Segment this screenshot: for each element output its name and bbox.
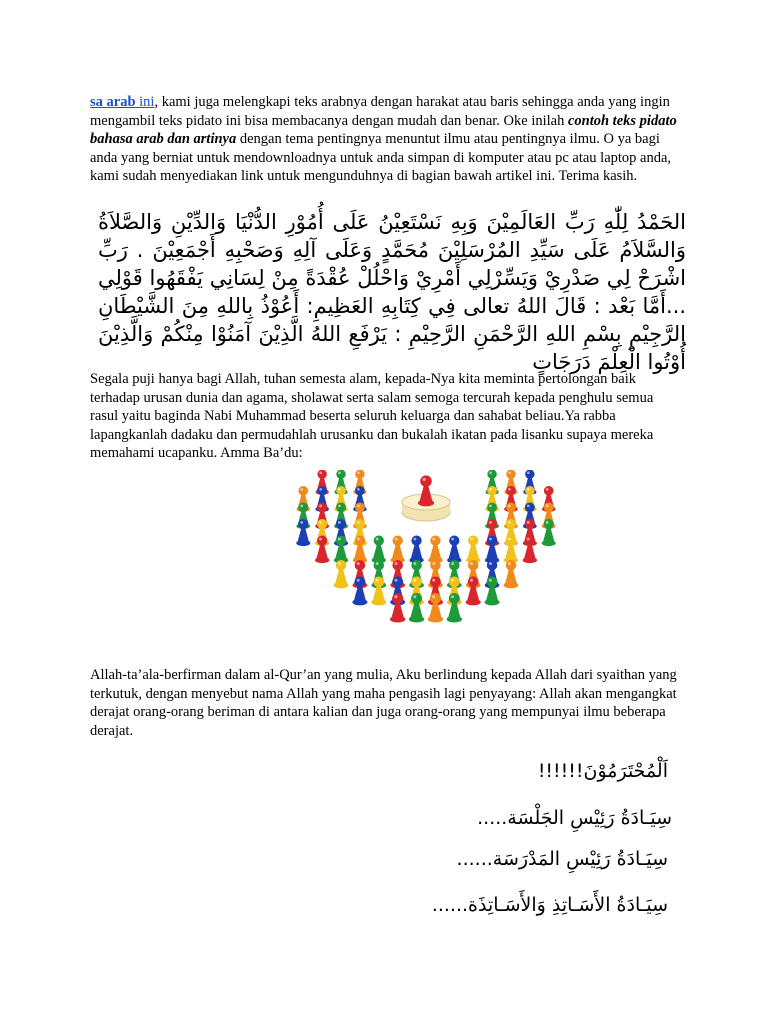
quran-meaning-paragraph: Allah-ta’ala-berfirman dalam al-Qur’an yang mulia, Aku berlindung kepada Allah dari syaithan yang terkutuk, dengan menyebut nama Allah yang maha pengasih lagi penyayang: Allah akan mengangkat derajat orang-orang beriman di antara kalian dan juga orang-orang yang mempunyai ilmu beberapa derajat. xyxy=(90,667,677,739)
pawn xyxy=(447,535,461,563)
pawn xyxy=(334,560,349,588)
pawn xyxy=(485,535,499,563)
pawn xyxy=(466,576,481,605)
pawn xyxy=(296,519,310,546)
pawns-heart-illustration xyxy=(276,470,576,640)
pawn xyxy=(390,535,404,563)
pawn xyxy=(485,576,500,605)
translation-paragraph: Segala puji hanya bagi Allah, tuhan semesta alam, kepada-Nya kita meminta pertolongan baik terhadap urusan dunia dan agama, sholawat serta salam semoga tercurah kepada penghulu semua rasul yaitu baginda Nabi Muhammad beserta seluruh keluarga dan sahabat beliau.Ya rabba lapangkanlah dadaku dan permudahlah urusanku dan bukalah ikatan pada lisanku supaya mereka memahami ucapanku. Amma Ba’du: xyxy=(90,371,654,461)
pawn xyxy=(390,593,405,623)
pawn xyxy=(447,593,462,623)
intro-text-2: dengan tema pentingnya menuntut ilmu atau pentingnya ilmu. O ya bagi anda yang berniat untuk mendownloadnya untuk anda simpan di komputer atau pc atau laptop anda, kami sudah menyediakan link untuk mengunduhnya di bagian bawah artikel ini. Terima kasih. xyxy=(90,131,672,184)
greeting-teachers: سِيَـادَةُ الأَسَـاتِذِ وَالأَسَـاتِذَة...... xyxy=(431,894,668,916)
pawn xyxy=(466,535,480,563)
greeting-honored: اَلْمُحْتَرَمُوْنَ!!!!!! xyxy=(537,760,668,782)
link-tail[interactable]: ini xyxy=(135,94,155,110)
pawn xyxy=(409,593,424,623)
greeting-chairman: سِيَـادَةُ رَئِيْسِ الجَلْسَة..... xyxy=(477,807,672,829)
article-link[interactable] xyxy=(90,94,154,110)
pawn xyxy=(352,576,367,605)
pawn xyxy=(542,519,556,546)
pawn xyxy=(504,535,518,563)
pawn xyxy=(428,535,442,563)
pawn xyxy=(372,535,386,563)
greeting-principal: سِيَـادَةُ رَئِيْسِ المَدْرَسَة...... xyxy=(456,848,668,870)
pawn xyxy=(504,560,519,588)
pawn xyxy=(315,535,329,563)
pawn xyxy=(334,535,348,563)
intro-text-1: , kami juga melengkapi teks arabnya dengan harakat atau baris sehingga anda yang ingin mengambil teks pidato ini bisa membacanya dengan mudah dan benar. Oke inilah xyxy=(90,94,670,129)
link-text[interactable]: sa arab xyxy=(90,94,136,110)
pawn xyxy=(523,535,537,563)
pawns-heart-image xyxy=(276,470,576,640)
arabic-opening: الحَمْدُ لِلّٰهِ رَبِّ العَالَمِيْنَ وَبِهِ نَسْتَعِيْنُ عَلَى أُمُوْرِ الدُّنْيَا وَالدِّيْنِ وَالصَّلاَةُ وَالسَّلاَمُ عَلَى سَيِّدِ المُرْسَلِيْنَ مُحَمَّدٍ وَعَلَى آلِهِ وَصَحْبِهِ أَجْمَعِيْنَ . رَبِّ اشْرَحْ لِي صَدْرِيْ وَيَسِّرْلِي أَمْرِيْ وَاحْلُلْ عُقْدَةً مِنْ لِسَانِي يَفْقَهُوا قَوْلِي ...أَمَّا بَعْد : قَالَ اللهُ تعالى فِي كِتَابِهِ العَظِيمِ: أَعُوْذُ بِاللهِ مِنَ الشَّيْطَانِ الرَّجِيْمِ بِسْمِ اللهِ الرَّحْمَنِ الرَّحِيْمِ : يَرْفَعِ اللهُ الَّذِيْنَ آمَنُوْا مِنْكُمْ وَالَّذِيْنَ أُوْتُوا الْعِلْمَ دَرَجَاتٍ xyxy=(98,210,686,374)
pawn xyxy=(353,535,367,563)
pawn xyxy=(371,576,386,605)
intro-emphasis: contoh teks pidato bahasa arab dan artinya xyxy=(90,112,677,147)
pawn xyxy=(428,593,443,623)
pawn xyxy=(409,535,423,563)
pawn xyxy=(418,475,434,506)
intro-paragraph xyxy=(90,93,680,186)
